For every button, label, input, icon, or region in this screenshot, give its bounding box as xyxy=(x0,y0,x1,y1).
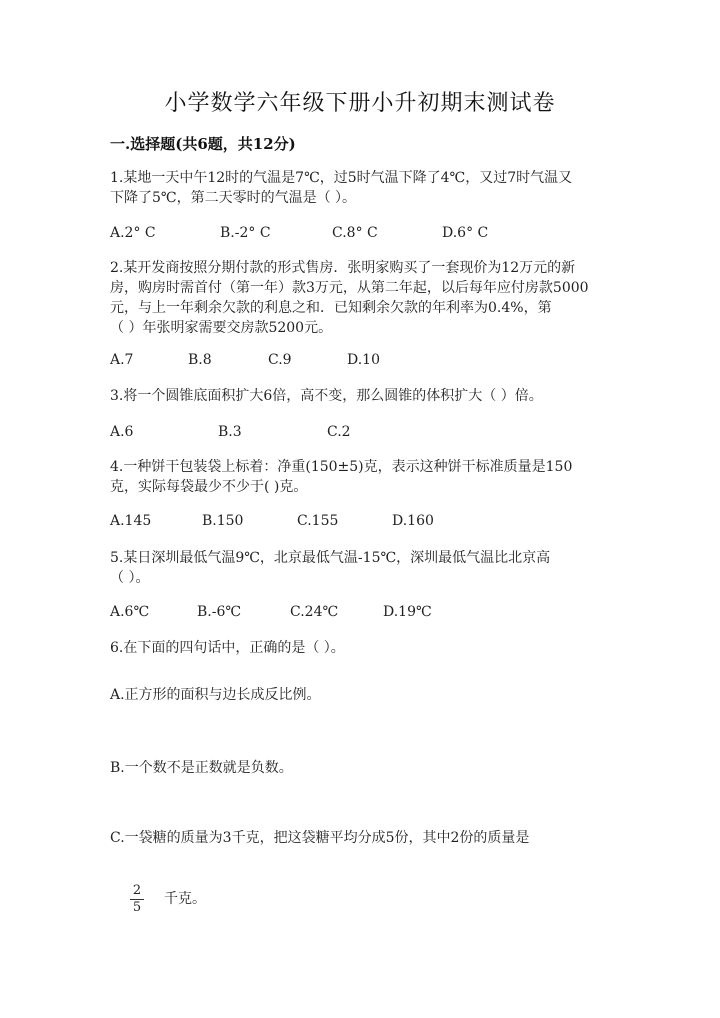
question-5 xyxy=(110,548,610,588)
question-4-options xyxy=(110,511,610,531)
choice-c[interactable]: C.一袋糖的质量为3千克，把这袋糖平均分成5份，其中2份的质量是 xyxy=(110,830,530,846)
option-b[interactable]: B.8 xyxy=(188,352,212,368)
option-c[interactable]: C.24℃ xyxy=(290,604,339,620)
fraction-numerator: 2 xyxy=(132,883,142,898)
fraction-suffix: 千克。 xyxy=(164,891,206,907)
question-4 xyxy=(110,457,610,497)
option-d[interactable]: D.6° C xyxy=(442,225,489,241)
question-line: 4.一种饼干包装袋上标着：净重(150±5)克，表示这种饼干标准质量是150 xyxy=(110,459,573,475)
question-line: 6.在下面的四句话中，正确的是（ ）。 xyxy=(110,640,345,656)
option-a[interactable]: A.2° C xyxy=(110,225,156,241)
option-c[interactable]: C.8° C xyxy=(332,225,378,241)
question-line: 克，实际每袋最少不少于( )克。 xyxy=(110,479,308,495)
option-b[interactable]: B.150 xyxy=(202,513,244,529)
option-a[interactable]: A.6 xyxy=(110,424,134,440)
option-d[interactable]: D.160 xyxy=(392,513,434,529)
section-heading: 一.选择题(共6题，共12分) xyxy=(110,135,296,153)
question-6 xyxy=(110,638,610,658)
question-line: （ ）。 xyxy=(110,570,150,586)
question-3-options xyxy=(110,422,610,442)
question-5-options xyxy=(110,602,610,622)
question-line: 2.某开发商按照分期付款的形式售房．张明家购买了一套现价为12万元的新 xyxy=(110,260,576,276)
question-line: （ ）年张明家需要交房款5200元。 xyxy=(110,320,333,336)
question-3 xyxy=(110,386,610,406)
option-c[interactable]: C.9 xyxy=(268,352,292,368)
question-line: 1.某地一天中午12时的气温是7℃，过5时气温下降了4℃，又过7时气温又 xyxy=(110,170,573,186)
option-a[interactable]: A.145 xyxy=(110,513,152,529)
question-line: 元，与上一年剩余欠款的利息之和．已知剩余欠款的年利率为0.4%，第 xyxy=(110,300,552,316)
option-b[interactable]: B.-6℃ xyxy=(197,604,242,620)
option-d[interactable]: D.10 xyxy=(347,352,380,368)
question-1-options xyxy=(110,223,610,243)
question-1 xyxy=(110,168,610,208)
option-a[interactable]: A.6℃ xyxy=(110,604,150,620)
question-line: 5.某日深圳最低气温9℃，北京最低气温-15℃，深圳最低气温比北京高 xyxy=(110,550,551,566)
option-c[interactable]: C.155 xyxy=(297,513,339,529)
choice-a[interactable]: A.正方形的面积与边长成反比例。 xyxy=(110,687,321,703)
question-line: 下降了5℃，第二天零时的气温是（ ）。 xyxy=(110,190,357,206)
question-line: 房，购房时需首付（第一年）款3万元，从第二年起，以后每年应付房款5000 xyxy=(110,280,589,296)
option-d[interactable]: D.19℃ xyxy=(383,604,432,620)
option-b[interactable]: B.3 xyxy=(218,424,242,440)
page-title: 小学数学六年级下册小升初期末测试卷 xyxy=(164,91,556,116)
question-line: 3.将一个圆锥底面积扩大6倍，高不变，那么圆锥的体积扩大（ ）倍。 xyxy=(110,388,543,404)
question-2-options xyxy=(110,350,610,370)
option-c[interactable]: C.2 xyxy=(327,424,351,440)
question-2 xyxy=(110,258,610,338)
option-a[interactable]: A.7 xyxy=(110,352,134,368)
fraction xyxy=(128,884,146,915)
choice-b[interactable]: B.一个数不是正数就是负数。 xyxy=(110,760,293,776)
option-b[interactable]: B.-2° C xyxy=(220,225,271,241)
fraction-denominator: 5 xyxy=(132,900,142,915)
